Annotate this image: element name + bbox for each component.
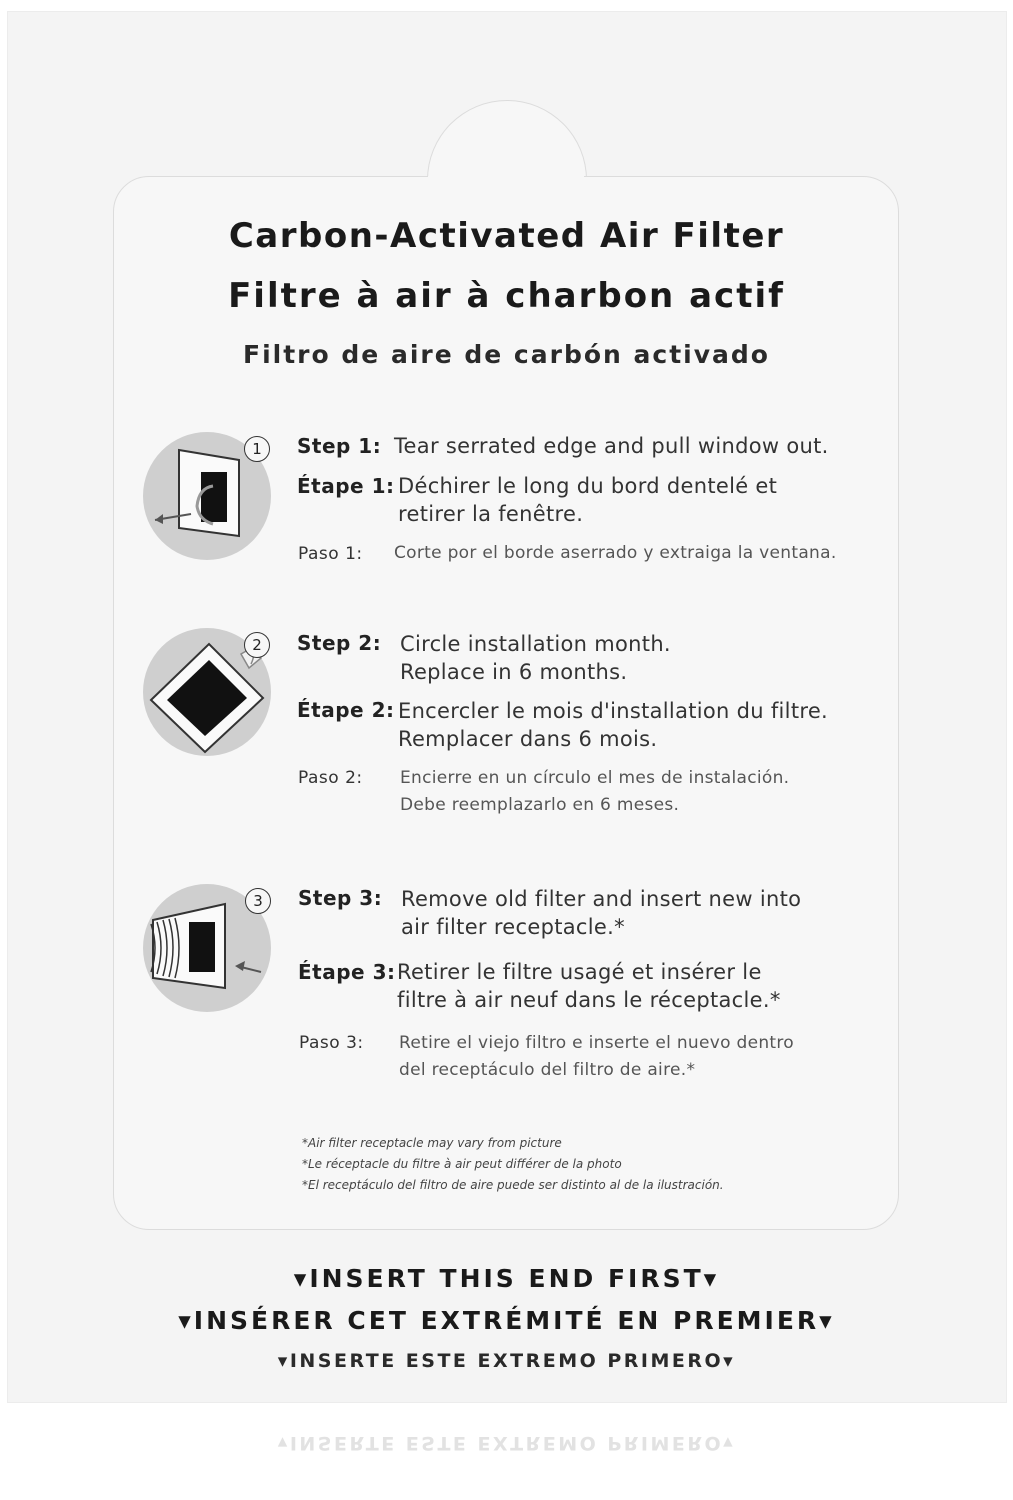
step-label-2: Step 2:	[297, 631, 382, 655]
insert-english: ▾INSERT THIS END FIRST▾	[293, 1264, 720, 1293]
title-english: Carbon-Activated Air Filter	[228, 216, 785, 256]
step-number-3: 3	[245, 888, 271, 914]
footnote-french: *Le réceptacle du filtre à air peut différer de la photo	[302, 1157, 622, 1171]
surface-reflection: ▾INSERTE ESTE EXTREMO PRIMERO▾	[277, 1432, 736, 1454]
paso-text-3: Retire el viejo filtro e inserte el nuevo dentro del receptáculo del filtro de aire.*	[399, 1033, 795, 1080]
footnote-spanish: *El receptáculo del filtro de aire puede ser distinto al de la ilustración.	[302, 1178, 724, 1192]
footnote-english: *Air filter receptacle may vary from picture	[302, 1136, 562, 1150]
step-number-1: 1	[244, 436, 270, 462]
step-text-2: Circle installation month. Replace in 6 months.	[400, 632, 671, 684]
paso-text-2: Encierre en un círculo el mes de instalación. Debe reemplazarlo en 6 meses.	[400, 768, 790, 815]
paso-label-1: Paso 1:	[298, 544, 363, 564]
insert-spanish: ▾INSERTE ESTE EXTREMO PRIMERO▾	[277, 1350, 736, 1372]
title-spanish: Filtro de aire de carbón activado	[243, 340, 770, 369]
insert-french: ▾INSÉRER CET EXTRÉMITÉ EN PREMIER▾	[178, 1306, 835, 1335]
step-text-1: Tear serrated edge and pull window out.	[394, 434, 829, 458]
step-text-3: Remove old filter and insert new into air filter receptacle.*	[401, 887, 802, 939]
step-label-3: Step 3:	[298, 886, 383, 910]
paso-label-2: Paso 2:	[298, 768, 363, 788]
etape-label-2: Étape 2:	[297, 698, 395, 722]
paso-text-1: Corte por el borde aserrado y extraiga la ventana.	[394, 543, 837, 563]
etape-text-1: Déchirer le long du bord dentelé et retirer la fenêtre.	[398, 474, 778, 526]
etape-text-3: Retirer le filtre usagé et insérer le filtre à air neuf dans le réceptacle.*	[397, 960, 781, 1012]
paso-label-3: Paso 3:	[299, 1033, 364, 1053]
title-french: Filtre à air à charbon actif	[228, 276, 785, 316]
etape-label-3: Étape 3:	[298, 960, 396, 984]
step-label-1: Step 1:	[297, 434, 382, 458]
etape-text-2: Encercler le mois d'installation du filtre. Remplacer dans 6 mois.	[398, 699, 829, 751]
step-number-2: 2	[244, 632, 270, 658]
etape-label-1: Étape 1:	[297, 474, 395, 498]
